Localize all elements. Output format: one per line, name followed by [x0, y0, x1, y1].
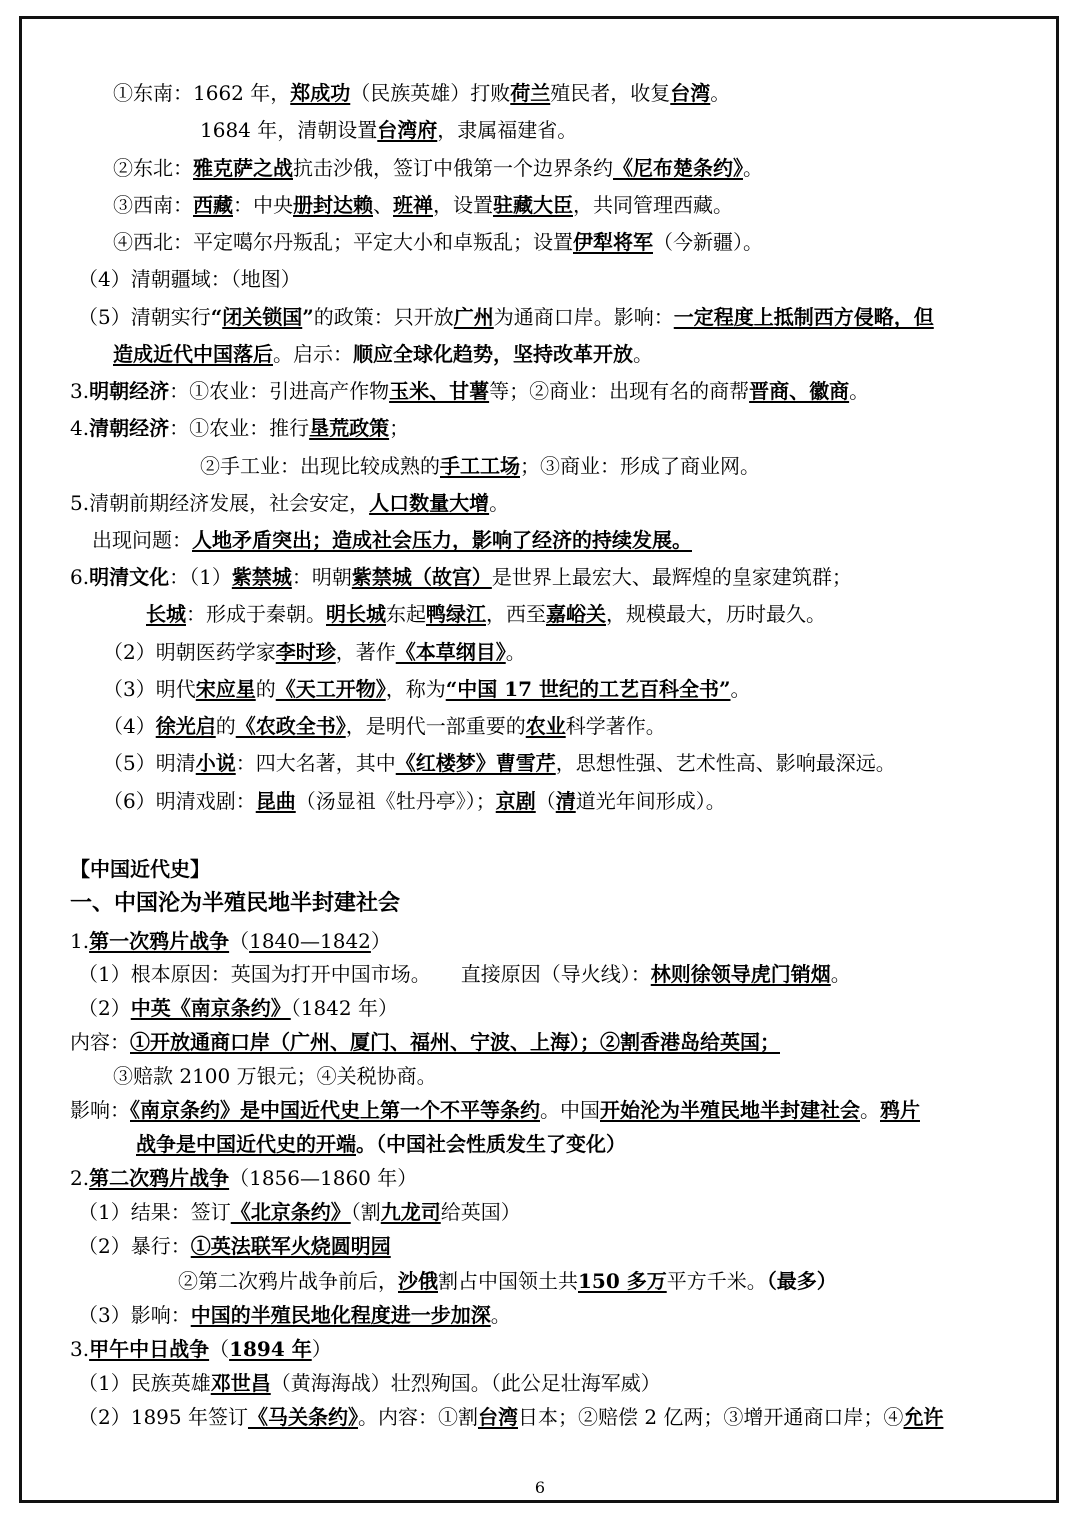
- text-segment: ，设置: [433, 193, 493, 217]
- underlined-key-term: 李时珍: [275, 640, 336, 664]
- text-segment: ，规模最大，历时最久。: [606, 602, 826, 626]
- underlined-key-term: 允许: [903, 1405, 944, 1429]
- underlined-key-term: 人地矛盾突出；造成社会压力，影响了经济的持续发展。: [192, 528, 692, 552]
- text-segment: （: [229, 929, 250, 953]
- text-segment: 。: [849, 379, 870, 403]
- underlined-key-term: 紫禁城: [231, 565, 292, 589]
- underlined-key-term: 清: [555, 789, 576, 813]
- underlined-key-term: 广州: [453, 305, 494, 329]
- text-segment: 的: [255, 677, 276, 701]
- text-line: [113, 80, 730, 106]
- text-segment: 。: [860, 1098, 880, 1122]
- text-segment: ：明朝: [291, 565, 352, 589]
- chapter-heading: [70, 891, 400, 917]
- text-line: [136, 1131, 626, 1157]
- text-segment: ）: [311, 1337, 332, 1361]
- text-segment: （5）明清: [103, 751, 196, 775]
- text-segment: 一、中国沦为半殖民地半封建社会: [70, 891, 401, 916]
- underlined-key-term: 垦荒政策: [309, 416, 390, 440]
- bold-term: （最多）: [766, 1269, 837, 1293]
- text-segment: 2.: [70, 1166, 90, 1190]
- text-line: [70, 1029, 780, 1055]
- underlined-key-term: 《马关条约》: [247, 1405, 358, 1429]
- underlined-key-term: 长城: [146, 602, 186, 626]
- underlined-key-term: 《尼布楚条约》: [613, 156, 743, 180]
- underlined-key-term: 沙俄: [398, 1269, 438, 1293]
- text-segment: 。: [710, 81, 731, 105]
- underlined-key-term: 玉米、甘薯: [389, 379, 490, 403]
- underlined-key-term: 第一次鸦片战争: [89, 929, 230, 953]
- underlined-key-term: 手工工场: [440, 454, 520, 478]
- text-line: [178, 1268, 837, 1294]
- text-segment: 抗击沙俄，签订中俄第一个边界条约: [293, 156, 613, 180]
- text-segment: ①东南：1662 年，: [113, 81, 291, 105]
- text-segment: （2）暴行：: [78, 1234, 191, 1258]
- underlined-key-term: 九龙司: [380, 1200, 441, 1224]
- text-segment: （黄海海战）壮烈殉国。（此公足壮海军威）: [270, 1371, 661, 1395]
- text-segment: 日本；②赔偿 2 亿两；③增开通商口岸；④: [517, 1405, 904, 1429]
- text-segment: 出现问题：: [92, 528, 192, 552]
- text-segment: （1842 年）: [290, 996, 398, 1020]
- text-segment: 6.: [70, 565, 90, 589]
- text-segment: 3.: [70, 1337, 90, 1361]
- text-segment: ：①农业：推行: [169, 416, 310, 440]
- underlined-key-term: 《南京条约》是中国近代史上第一个不平等条约: [130, 1098, 540, 1122]
- text-line: [103, 676, 751, 702]
- underlined-key-term: 战争是中国近代史的开端: [136, 1132, 356, 1156]
- text-segment: （民族英雄）打败: [350, 81, 511, 105]
- bold-term: 明清文化: [89, 565, 170, 589]
- text-segment: ④西北：平定噶尔丹叛乱；平定大小和卓叛乱；设置: [113, 230, 573, 254]
- text-segment: 。启示：: [273, 342, 353, 366]
- underlined-key-term: 一定程度上抵制西方侵略，但: [673, 305, 934, 329]
- text-segment: ）: [370, 929, 391, 953]
- text-line: [78, 1370, 661, 1396]
- underlined-key-term: 徐光启: [155, 714, 216, 738]
- text-segment: ③赔款 2100 万银元；④关税协商。: [113, 1064, 437, 1088]
- underlined-key-term: 荷兰: [510, 81, 551, 105]
- underlined-key-term: 台湾: [477, 1405, 518, 1429]
- text-segment: 。: [830, 962, 851, 986]
- text-segment: （4）清朝疆域：（地图）: [78, 267, 301, 291]
- text-segment: ，是明代一部重要的: [345, 714, 526, 738]
- text-segment: ；: [389, 416, 410, 440]
- underlined-key-term: 人口数量大增: [369, 491, 490, 515]
- text-line: [70, 1097, 920, 1123]
- underlined-key-term: 1894 年: [229, 1337, 312, 1361]
- text-segment: 3.: [70, 379, 90, 403]
- text-segment: 平方千米。: [666, 1269, 767, 1293]
- underlined-key-term: 嘉峪关: [546, 602, 606, 626]
- text-line: [70, 415, 409, 441]
- text-segment: 。: [505, 640, 526, 664]
- text-segment: ，西至: [486, 602, 546, 626]
- underlined-key-term: 明长城: [326, 602, 386, 626]
- text-segment: （3）影响：: [78, 1303, 191, 1327]
- text-segment: 等；②商业：出现有名的商帮: [489, 379, 750, 403]
- text-segment: （1856—1860 年）: [229, 1166, 418, 1190]
- text-segment: （割: [350, 1200, 381, 1224]
- underlined-key-term: 京剧: [495, 789, 536, 813]
- underlined-key-term: 《红楼梦》曹雪芹: [395, 751, 556, 775]
- text-line: [113, 1063, 437, 1089]
- underlined-key-term: 班禅: [393, 193, 433, 217]
- text-line: [113, 192, 733, 218]
- underlined-key-term: 第二次鸦片战争: [89, 1166, 230, 1190]
- text-line: [70, 378, 869, 404]
- text-line: [70, 490, 509, 516]
- text-line: [103, 713, 666, 739]
- bold-term: 。（中国社会性质发生了变化）: [356, 1132, 626, 1156]
- text-segment: （3）明代: [103, 677, 196, 701]
- text-segment: ；③商业：形成了商业网。: [520, 454, 760, 478]
- underlined-key-term: 鸦片: [880, 1098, 920, 1122]
- underlined-key-term: 台湾府: [377, 118, 438, 142]
- text-segment: ，著作: [335, 640, 396, 664]
- underlined-key-term: 郑成功: [290, 81, 351, 105]
- text-segment: （2）明朝医药学家: [103, 640, 276, 664]
- text-segment: （1）民族英雄: [78, 1371, 211, 1395]
- underlined-key-term: 中国的半殖民地化程度进一步加深: [190, 1303, 491, 1327]
- text-segment: 4.: [70, 416, 90, 440]
- text-segment: （2）1895 年签订: [78, 1405, 248, 1429]
- underlined-key-term: 开始沦为半殖民地半封建社会: [600, 1098, 860, 1122]
- text-line: [78, 304, 934, 330]
- underlined-key-term: 小说: [195, 751, 236, 775]
- text-line: [78, 266, 301, 292]
- text-line: [78, 1404, 943, 1430]
- underlined-key-term: 宋应星: [195, 677, 256, 701]
- text-segment: 5.清朝前期经济发展，社会安定，: [70, 491, 370, 515]
- text-segment: 。: [489, 491, 510, 515]
- text-line: [78, 1233, 391, 1259]
- underlined-key-term: 农业: [525, 714, 566, 738]
- underlined-key-term: 雅克萨之战: [193, 156, 293, 180]
- text-segment: 。: [633, 342, 653, 366]
- text-segment: 1.: [70, 929, 90, 953]
- text-segment: （: [209, 1337, 230, 1361]
- underlined-key-term: 《本草纲目》: [395, 640, 506, 664]
- text-segment: （今新疆）。: [653, 230, 763, 254]
- underlined-key-term: 晋商、徽商: [749, 379, 850, 403]
- underlined-key-term: 甲午中日战争: [89, 1337, 210, 1361]
- text-segment: ②东北：: [113, 156, 193, 180]
- underlined-key-term: 紫禁城（故宫）: [351, 565, 492, 589]
- text-segment: （2）: [78, 996, 131, 1020]
- text-segment: 1684 年，清朝设置: [200, 118, 378, 142]
- text-segment: ：中央: [233, 193, 293, 217]
- text-line: [78, 1199, 521, 1225]
- text-segment: 道光年间形成）。: [575, 789, 726, 813]
- text-segment: 科学著作。: [565, 714, 666, 738]
- text-line: [70, 1336, 332, 1362]
- underlined-key-term: 150 多万: [578, 1269, 667, 1293]
- text-segment: ：四大名著，其中: [235, 751, 396, 775]
- underlined-key-term: 林则徐领导虎门销烟: [650, 962, 831, 986]
- text-line: [103, 639, 526, 665]
- text-segment: 。: [730, 677, 751, 701]
- text-line: [92, 527, 692, 553]
- underlined-key-term: 昆曲: [255, 789, 296, 813]
- bold-term: ”: [302, 305, 314, 329]
- bold-term: 明朝经济: [89, 379, 170, 403]
- underlined-key-term: 《天工开物》: [275, 677, 386, 701]
- text-segment: ：①农业：引进高产作物: [169, 379, 390, 403]
- text-line: [70, 1165, 417, 1191]
- text-segment: （汤显祖《牡丹亭》）；: [295, 789, 496, 813]
- underlined-key-term: 鸭绿江: [426, 602, 486, 626]
- text-line: [103, 788, 726, 814]
- underlined-key-term: 1840—1842: [249, 929, 371, 953]
- underlined-key-term: 《农政全书》: [235, 714, 346, 738]
- text-line: [70, 928, 391, 954]
- text-line: [113, 155, 763, 181]
- text-segment: （4）: [103, 714, 156, 738]
- underlined-key-term: 伊犁将军: [573, 230, 653, 254]
- text-segment: （1）根本原因：英国为打开中国市场。: [78, 962, 421, 986]
- text-segment: 给英国）: [440, 1200, 521, 1224]
- text-segment: ，称为: [385, 677, 446, 701]
- text-segment: ②手工业：出现比较成熟的: [200, 454, 440, 478]
- bold-term: 顺应全球化趋势，坚持改革开放: [353, 342, 633, 366]
- text-segment: 割占中国领土共: [438, 1269, 578, 1293]
- text-segment: 。: [743, 156, 763, 180]
- text-segment: 的政策：只开放: [313, 305, 454, 329]
- text-line: [78, 995, 398, 1021]
- text-line: [200, 453, 760, 479]
- text-line: [113, 229, 763, 255]
- text-segment: 。: [490, 1303, 511, 1327]
- underlined-key-term: 邓世昌: [210, 1371, 271, 1395]
- page-number: 6: [534, 1478, 546, 1497]
- underlined-key-term: 闭关锁国: [222, 305, 303, 329]
- section-heading: [70, 856, 210, 882]
- text-segment: 为通商口岸。影响：: [493, 305, 674, 329]
- text-line: [103, 750, 896, 776]
- text-segment: 、: [373, 193, 393, 217]
- bold-term: 清朝经济: [89, 416, 170, 440]
- text-segment: （: [535, 789, 556, 813]
- text-segment: 内容：: [70, 1030, 130, 1054]
- text-segment: 。内容：①割: [357, 1405, 478, 1429]
- underlined-key-term: ①英法联军火烧圆明园: [190, 1234, 391, 1258]
- text-segment: ，思想性强、艺术性高、影响最深远。: [555, 751, 896, 775]
- underlined-key-term: 中英《南京条约》: [130, 996, 291, 1020]
- text-segment: （6）明清戏剧：: [103, 789, 256, 813]
- bold-term: “: [210, 305, 223, 329]
- text-line: [78, 961, 851, 987]
- text-segment: 是世界上最宏大、最辉煌的皇家建筑群；: [491, 565, 852, 589]
- underlined-key-term: 造成近代中国落后: [113, 342, 273, 366]
- text-segment: 。中国: [540, 1098, 600, 1122]
- text-segment: 直接原因（导火线）：: [420, 962, 651, 986]
- underlined-key-term: ①开放通商口岸（广州、厦门、福州、宁波、上海）；②割香港岛给英国；: [130, 1030, 780, 1054]
- underlined-key-term: 西藏: [193, 193, 233, 217]
- text-segment: ：形成于秦朝。: [186, 602, 326, 626]
- text-segment: 影响：: [70, 1098, 130, 1122]
- text-line: [146, 601, 826, 627]
- underlined-key-term: 册封达赖: [293, 193, 373, 217]
- text-segment: ③西南：: [113, 193, 193, 217]
- underlined-key-term: 《北京条约》: [230, 1200, 351, 1224]
- text-line: [113, 341, 653, 367]
- text-segment: 东起: [386, 602, 426, 626]
- text-segment: ②第二次鸦片战争前后，: [178, 1269, 398, 1293]
- text-line: [70, 564, 852, 590]
- text-line: [78, 1302, 511, 1328]
- text-segment: （1）结果：签订: [78, 1200, 231, 1224]
- underlined-key-term: 台湾: [670, 81, 711, 105]
- text-segment: 【中国近代史】: [70, 857, 210, 881]
- text-segment: 的: [215, 714, 236, 738]
- text-segment: 殖民者，收复: [550, 81, 671, 105]
- underlined-key-term: “中国 17 世纪的工艺百科全书”: [445, 677, 731, 701]
- text-line: [200, 117, 577, 143]
- underlined-key-term: 驻藏大臣: [493, 193, 573, 217]
- text-segment: ，隶属福建省。: [437, 118, 578, 142]
- text-segment: ：（1）: [169, 565, 232, 589]
- text-segment: ，共同管理西藏。: [573, 193, 733, 217]
- text-segment: （5）清朝实行: [78, 305, 211, 329]
